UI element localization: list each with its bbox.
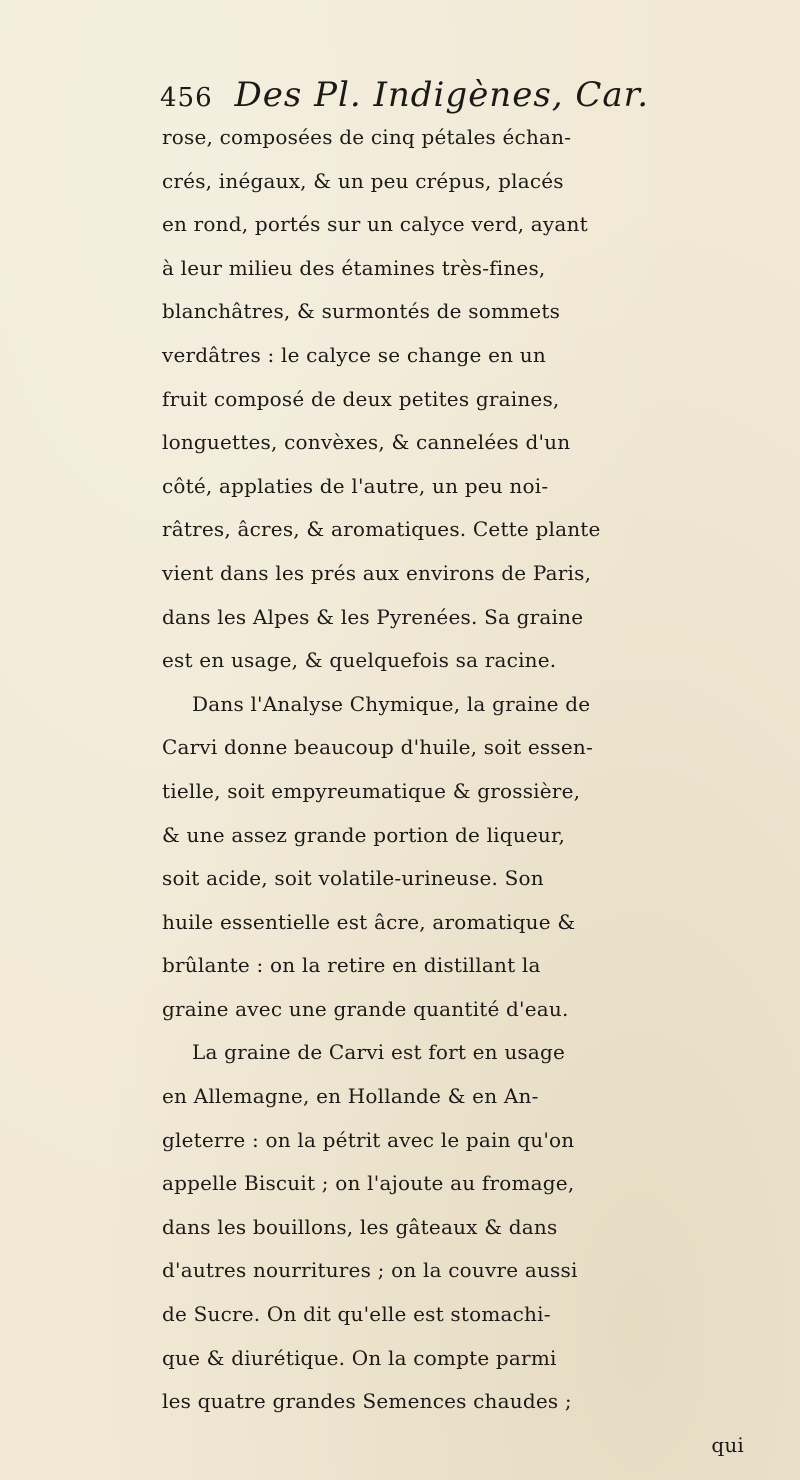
text-line: gleterre : on la pétrit avec le pain qu'on (162, 1127, 575, 1152)
text-line: les quatre grandes Semences chaudes ; (162, 1389, 572, 1414)
text-line: Carvi donne beaucoup d'huile, soit essen- (162, 735, 593, 760)
text-line: blanchâtres, & surmontés de sommets (162, 299, 561, 324)
text-line: vient dans les prés aux environs de Paris, (162, 560, 592, 585)
body-text (162, 116, 800, 1467)
running-title: Des Pl. Indigènes, Car. (234, 75, 650, 115)
text-line: en Allemagne, en Hollande & en An- (162, 1084, 539, 1109)
running-header (160, 72, 760, 118)
text-line: d'autres nourritures ; on la couvre aussi (162, 1258, 578, 1283)
text-line: soit acide, soit volatile-urineuse. Son (162, 866, 544, 891)
text-line: graine avec une grande quantité d'eau. (162, 996, 569, 1021)
text-line: que & diurétique. On la compte parmi (162, 1345, 557, 1370)
text-line: rose, composées de cinq pétales échan- (162, 125, 572, 149)
text-line: crés, inégaux, & un peu crépus, placés (162, 168, 564, 193)
paragraph-start-line: La graine de Carvi est fort en usage (192, 1040, 566, 1065)
text-line: & une assez grande portion de liqueur, (162, 822, 566, 847)
text-line: brûlante : on la retire en distillant la (162, 953, 541, 978)
paragraph-start-line: Dans l'Analyse Chymique, la graine de (192, 691, 591, 716)
text-line: en rond, portés sur un calyce verd, ayant (162, 212, 588, 237)
text-line: dans les Alpes & les Pyrenées. Sa graine (162, 604, 584, 629)
page-number: 456 (160, 83, 213, 113)
catchword: qui (711, 1432, 744, 1457)
text-line: verdâtres : le calyce se change en un (162, 342, 546, 367)
text-line: râtres, âcres, & aromatiques. Cette plante (162, 517, 601, 542)
text-line: longuettes, convèxes, & cannelées d'un (162, 430, 571, 455)
text-line: dans les bouillons, les gâteaux & dans (162, 1214, 558, 1239)
text-line: fruit composé de deux petites graines, (162, 386, 560, 411)
text-line: tielle, soit empyreumatique & grossière, (162, 778, 581, 803)
text-line: de Sucre. On dit qu'elle est stomachi- (162, 1302, 551, 1327)
text-line: côté, applaties de l'autre, un peu noi- (162, 473, 549, 498)
text-line: huile essentielle est âcre, aromatique & (162, 909, 576, 934)
text-line: appelle Biscuit ; on l'ajoute au fromage, (162, 1171, 575, 1196)
text-line: est en usage, & quelquefois sa racine. (162, 648, 557, 673)
text-line: à leur milieu des étamines très-fines, (162, 255, 546, 280)
